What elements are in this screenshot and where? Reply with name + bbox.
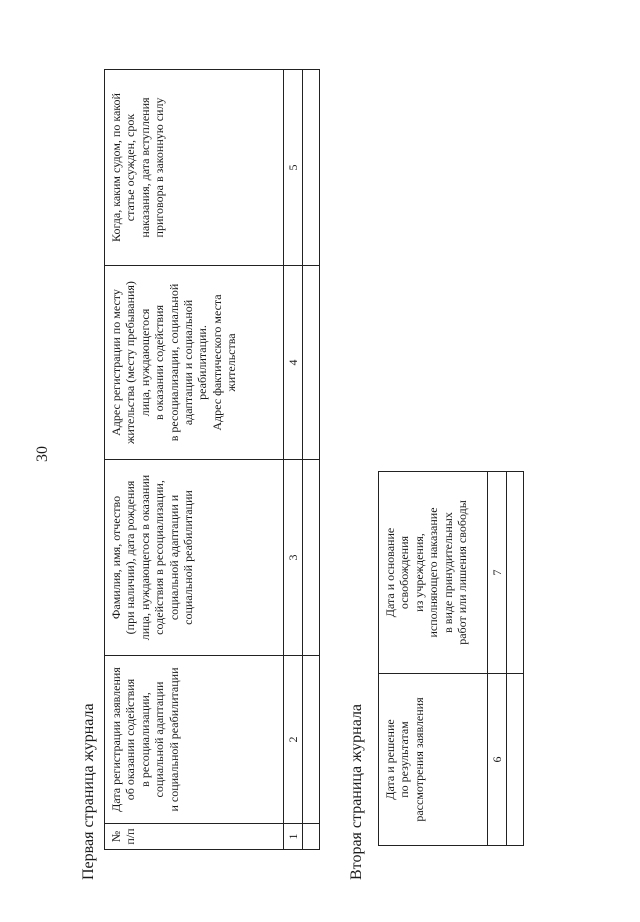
column-number: 5 <box>284 70 303 266</box>
column-number-row <box>488 472 507 846</box>
first-page-title: Первая страница журнала <box>80 703 97 880</box>
page-number: 30 <box>34 446 51 462</box>
header-cell-number: № п/п <box>105 824 284 850</box>
column-number: 4 <box>284 266 303 460</box>
column-number: 7 <box>488 472 507 674</box>
second-page-title: Вторая страница журнала <box>348 703 365 880</box>
second-page-table <box>378 471 524 846</box>
header-row <box>105 70 284 850</box>
empty-row <box>507 472 524 846</box>
header-cell-registration-date: Дата регистрации заявления об оказании содействия в ресоциализации, социальной адаптации и социальной реабилитации <box>105 656 284 824</box>
header-cell-decision: Дата и решение по результатам рассмотрения заявления <box>379 674 488 846</box>
column-number: 6 <box>488 674 507 846</box>
header-cell-address: Адрес регистрации по месту жительства (месту пребывания) лица, нуждающегося в оказании содействия в ресоциализации, социальной адаптации и социальной реабилитации. Адрес фактического места жительства <box>105 266 284 460</box>
journal-layout <box>74 60 574 880</box>
column-number: 3 <box>284 460 303 656</box>
header-cell-conviction: Когда, каким судом, по какой статье осужден, срок наказания, дата вступления приговора в законную силу <box>105 70 284 266</box>
column-number-row <box>284 70 303 850</box>
header-row <box>379 472 488 846</box>
first-page-table <box>104 69 320 850</box>
header-cell-release: Дата и основание освобождения из учреждения, исполняющего наказание в виде принудительных работ или лишения свободы <box>379 472 488 674</box>
column-number: 2 <box>284 656 303 824</box>
column-number: 1 <box>284 824 303 850</box>
header-cell-full-name: Фамилия, имя, отчество (при наличии), дата рождения лица, нуждающегося в оказании содействия в ресоциализации, социальной адаптации и социальной реабилитации <box>105 460 284 656</box>
empty-row <box>303 70 320 850</box>
